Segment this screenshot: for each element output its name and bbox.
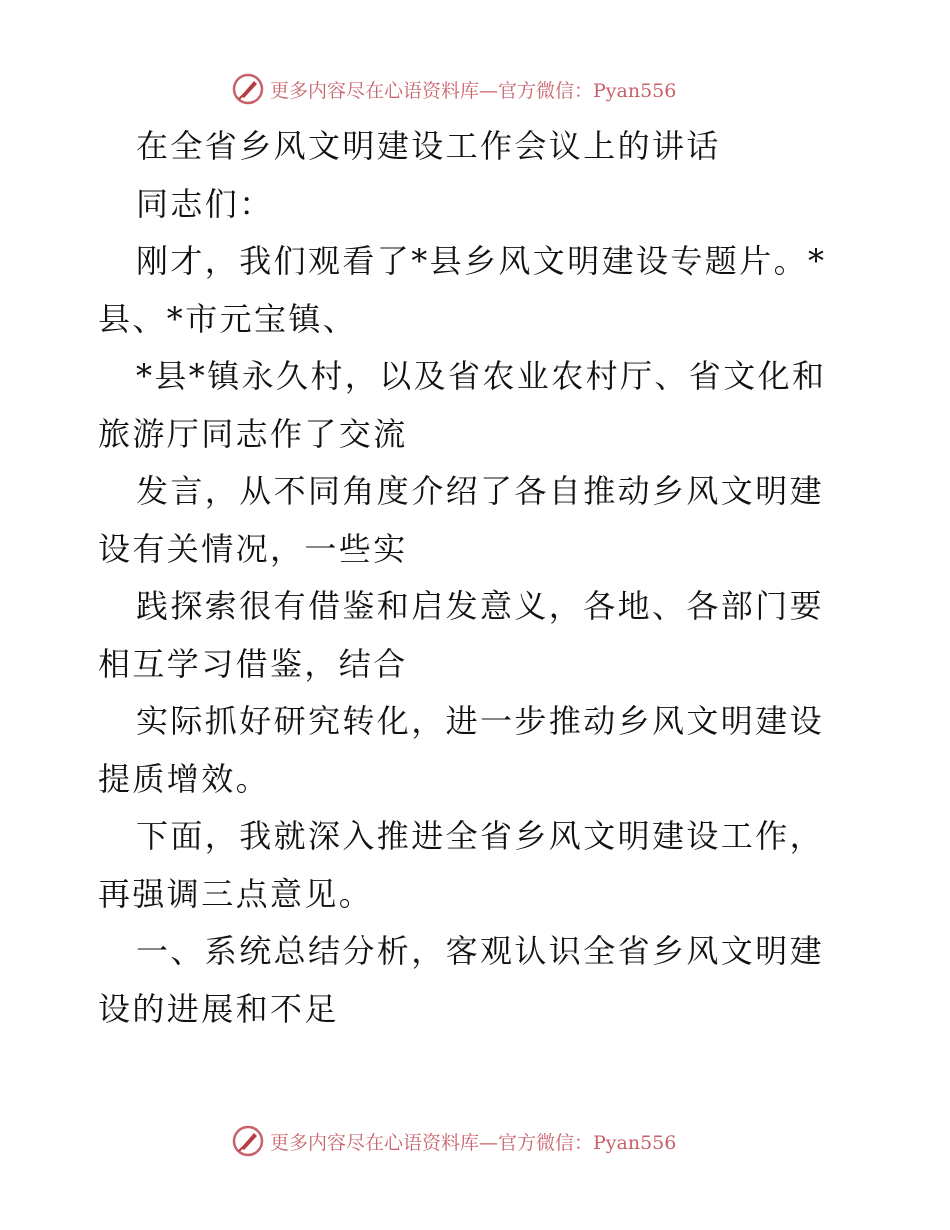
paragraph: 践探索很有借鉴和启发意义，各地、各部门要相互学习借鉴，结合 — [98, 587, 825, 683]
document-body — [98, 118, 858, 1038]
paragraph: 发言，从不同角度介绍了各自推动乡风文明建设有关情况，一些实 — [98, 472, 825, 568]
salutation: 同志们： — [136, 184, 274, 223]
quill-logo-icon — [232, 1125, 264, 1157]
paragraph: 下面，我就深入推进全省乡风文明建设工作，再强调三点意见。 — [98, 817, 825, 913]
paragraph: 实际抓好研究转化，进一步推动乡风文明建设提质增效。 — [98, 702, 825, 798]
section-heading: 一、系统总结分析，客观认识全省乡风文明建设的进展和不足 — [98, 932, 825, 1028]
watermark-text: 更多内容尽在心语资料库—官方微信：Pyan556 — [270, 79, 677, 102]
document-title: 在全省乡风文明建设工作会议上的讲话 — [136, 127, 721, 165]
paragraph: 刚才，我们观看了*县乡风文明建设专题片。*县、*市元宝镇、 — [98, 242, 827, 338]
watermark-text: 更多内容尽在心语资料库—官方微信：Pyan556 — [270, 1131, 677, 1154]
paragraph: *县*镇永久村，以及省农业农村厅、省文化和旅游厅同志作了交流 — [98, 357, 827, 453]
watermark-banner-bottom — [232, 1124, 676, 1158]
quill-logo-icon — [232, 73, 264, 105]
watermark-banner-top — [232, 72, 676, 106]
